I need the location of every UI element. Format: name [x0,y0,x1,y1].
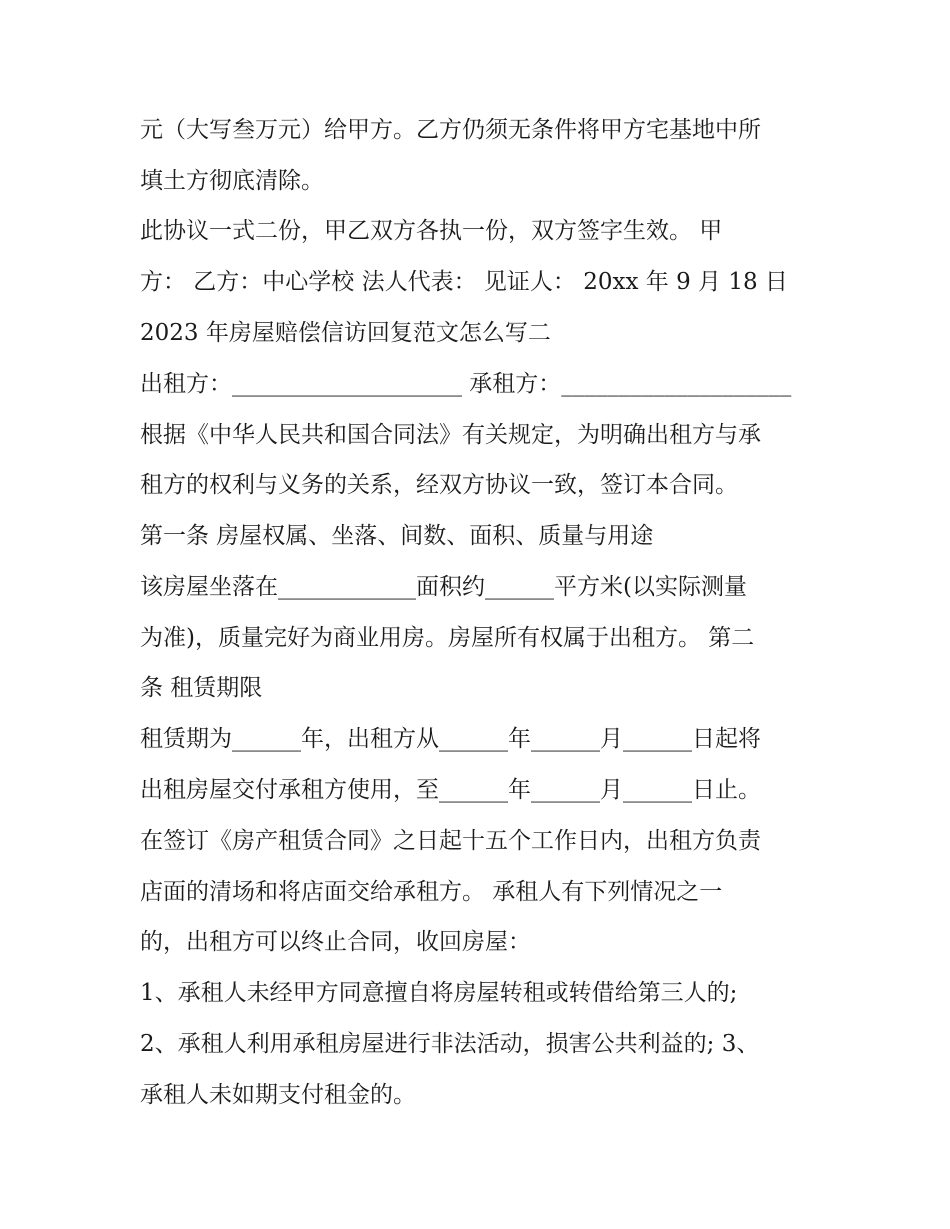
text-line-10: 该房屋坐落在____________面积约______平方米(以实际测量 [140,574,747,600]
text-line-16: 店面的清场和将店面交给承租方。 承租人有下列情况之一 [140,879,723,905]
text-line-14: 出租房屋交付承租方使用，至______年______月______日止。 [140,777,761,803]
text-line-3: 此协议一式二份，甲乙双方各执一份，双方签字生效。 甲 [140,218,723,244]
text-line-8: 租方的权利与义务的关系，经双方协议一致，签订本合同。 [140,472,738,498]
text-line-18: 1、承租人未经甲方同意擅自将房屋转租或转借给第三人的; [140,980,738,1006]
text-line-5: 2023 年房屋赔偿信访回复范文怎么写二 [140,320,551,346]
text-line-17: 的，出租方可以终止合同，收回房屋： [140,929,531,955]
text-line-13: 租赁期为______年，出租方从______年______月______日起将 [140,726,761,752]
text-line-19: 2、承租人利用承租房屋进行非法活动，损害公共利益的; 3、 [140,1031,760,1057]
text-line-7: 根据《中华人民共和国合同法》有关规定，为明确出租方与承 [140,422,761,448]
text-line-15: 在签订《房产租赁合同》之日起十五个工作日内，出租方负责 [140,828,761,854]
text-line-12: 条 租赁期限 [140,675,263,701]
text-line-4: 方： 乙方：中心学校 法人代表： 见证人： 20xx 年 9 月 18 日 [140,269,788,295]
text-line-6: 出租方：____________________ 承租方：____________________ [140,371,792,397]
text-line-20: 承租人未如期支付租金的。 [140,1082,416,1108]
text-line-1: 元（大写叁万元）给甲方。乙方仍须无条件将甲方宅基地中所 [140,117,761,143]
text-line-11: 为准)，质量完好为商业用房。房屋所有权属于出租方。 第二 [140,625,755,651]
text-line-9: 第一条 房屋权属、坐落、间数、面积、质量与用途 [140,523,654,549]
text-line-2: 填土方彻底清除。 [140,168,324,194]
